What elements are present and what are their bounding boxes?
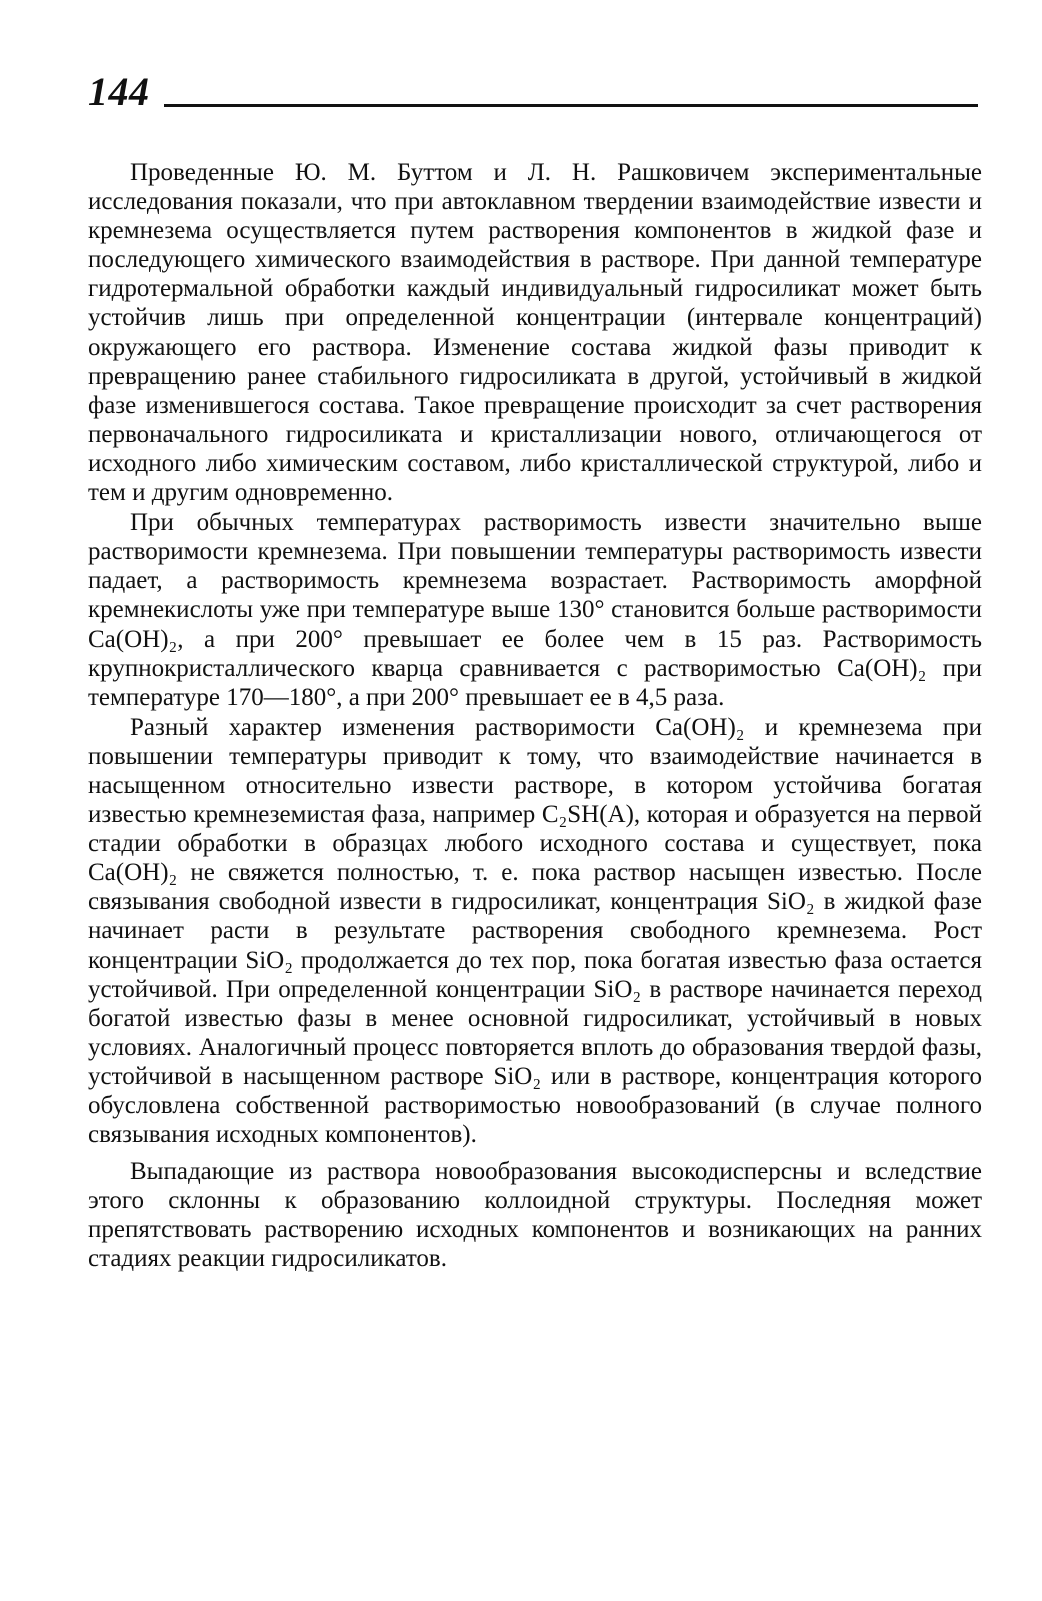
paragraph-colloid-structure: Выпадающие из раствора новообразования высокодисперсны и вследствие этого склонны к образованию коллоидной структуры. Последняя может препятствовать растворению исходных компонентов и возникающих на ранних стадиях реакции гидросиликатов. — [88, 1158, 982, 1273]
header-rule — [164, 104, 978, 107]
page-header — [88, 66, 988, 118]
page-body — [88, 158, 982, 1274]
paragraph-solubility-temperature: При обычных температурах растворимость извести значительно выше растворимости кремнезема. При повышении температуры растворимость извести падает, а растворимость кремнезема возрастает. Растворимость аморфной кремнекислоты уже при температуре выше 130° становится больше растворимости Ca(OH)₂, а при 200° превышает ее более чем в 15 раз. Растворимость крупнокристаллического кварца сравнивается с растворимостью Ca(OH)₂ при температуре 170—180°, а при 200° превышает ее в 4,5 раза. — [88, 509, 982, 711]
paragraph-autoclave-hardening: Проведенные Ю. М. Буттом и Л. Н. Рашковичем экспериментальные исследования показали, что при автоклавном твердении взаимодействие извести и кремнезема осуществляется путем растворения компонентов в жидкой фазе и последующего химического взаимодействия в растворе. При данной температуре гидротермальной обработки каждый индивидуальный гидросиликат может быть устойчив лишь при определенной концентрации (интервале концентраций) окружающего его раствора. Изменение состава жидкой фазы приводит к превращению ранее стабильного гидросиликата в другой, устойчивый в жидкой фазе изменившегося состава. Такое превращение происходит за счет растворения первоначального гидросиликата и кристаллизации нового, отличающегося от исходного либо химическим составом, либо кристаллической структурой, либо и тем и другим одновременно. — [88, 159, 982, 507]
paragraph-interaction-stages: Разный характер изменения растворимости Ca(OH)₂ и кремнезема при повышении температуры приводит к тому, что взаимодействие начинается в насыщенном относительно извести растворе, в котором устойчива богатая известью кремнеземистая фаза, например C₂SH(A), которая и образуется на первой стадии обработки в образцах любого исходного состава и существует, пока Ca(OH)₂ не свяжется полностью, т. е. пока раствор насыщен известью. После связывания свободной извести в гидросиликат, концентрация SiO₂ в жидкой фазе начинает расти в результате растворения свободного кремнезема. Рост концентрации SiO₂ продолжается до тех пор, пока богатая известью фаза остается устойчивой. При определенной концентрации SiO₂ в растворе начинается переход богатой известью фазы в менее основной гидросиликат, устойчивый в новых условиях. Аналогичный процесс повторяется вплоть до образования твердой фазы, устойчивой в насыщенном растворе SiO₂ или в растворе, концентрация которого обусловлена собственной растворимостью новообразований (в случае полного связывания исходных компонентов). — [88, 713, 982, 1149]
page-number: 144 — [88, 69, 150, 114]
